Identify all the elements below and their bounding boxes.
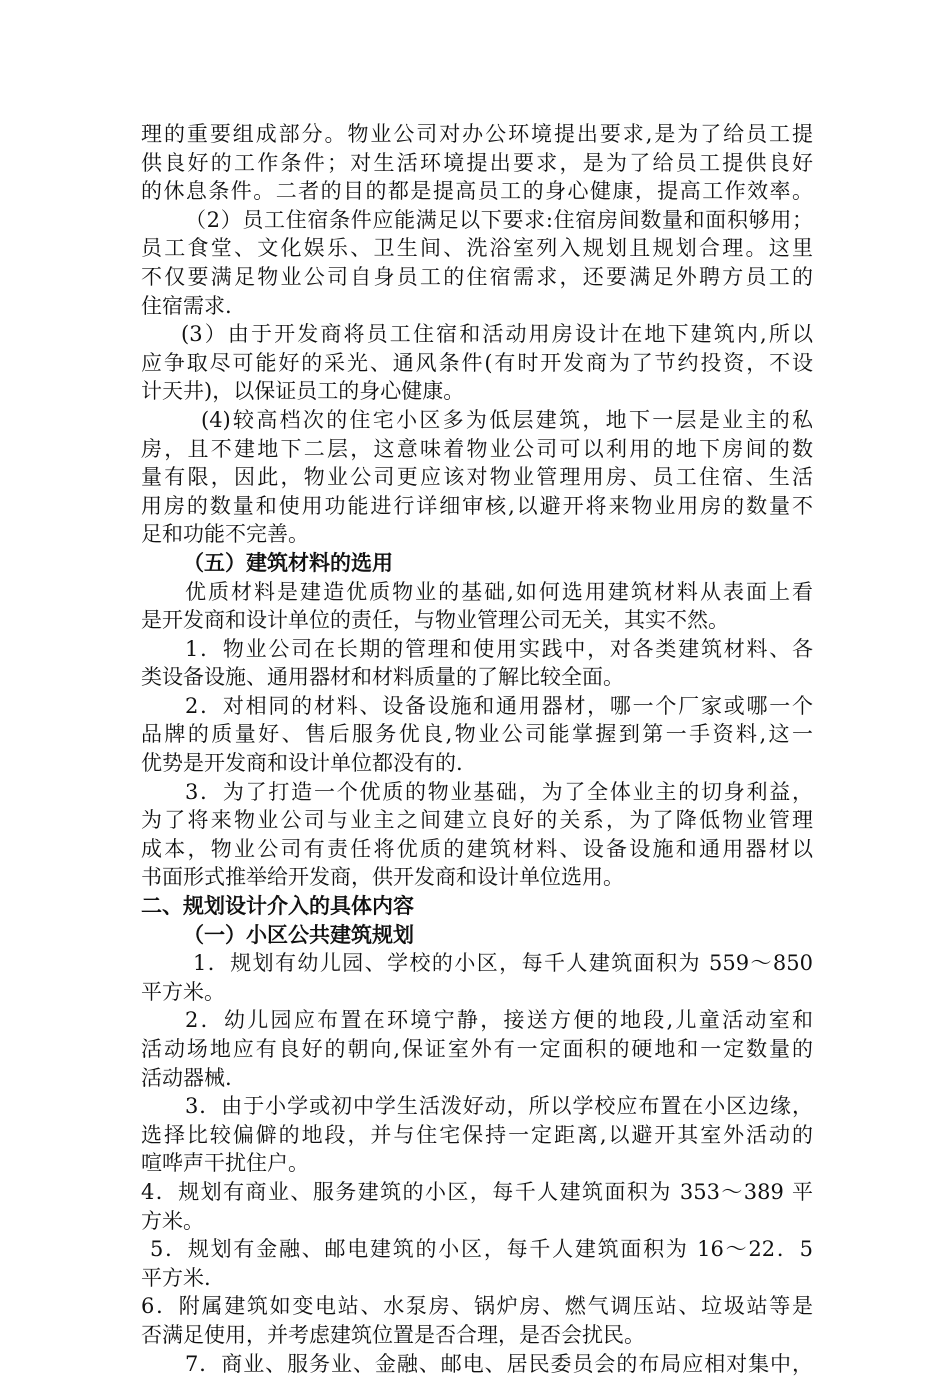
text-line: 员工食堂、文化娱乐、卫生间、洗浴室列入规划且规划合理。这里 [141, 236, 813, 261]
text-line: 活动器械. [141, 1065, 232, 1090]
text-line: 选择比较偏僻的地段，并与住宅保持一定距离,以避开其室外活动的 [141, 1122, 813, 1147]
text-line: 2．对相同的材料、设备设施和通用器材，哪一个厂家或哪一个 [185, 693, 813, 718]
text-line: 量有限，因此，物业公司更应该对物业管理用房、员工住宿、生活 [141, 465, 813, 490]
text-line: 方米。 [141, 1208, 204, 1233]
text-line: 供良好的工作条件；对生活环境提出要求，是为了给员工提供良好 [141, 150, 813, 175]
text-line: 理的重要组成部分。物业公司对办公环境提出要求,是为了给员工提 [141, 122, 813, 146]
text-line: 书面形式推举给开发商，供开发商和设计单位选用。 [141, 865, 624, 890]
text-line: 应争取尽可能好的采光、通风条件(有时开发商为了节约投资，不设 [141, 350, 813, 375]
text-line: 5．规划有金融、邮电建筑的小区，每千人建筑面积为 16～22．5 [150, 1237, 813, 1262]
text-line: 3．由于小学或初中学生活泼好动，所以学校应布置在小区边缘， [185, 1094, 813, 1119]
text-line: 喧哗声干扰住户。 [141, 1151, 309, 1176]
text-line: 是开发商和设计单位的责任，与物业管理公司无关，其实不然。 [141, 608, 729, 633]
text-line: (3）由于开发商将员工住宿和活动用房设计在地下建筑内,所以 [181, 322, 813, 347]
text-line: 品牌的质量好、售后服务优良,物业公司能掌握到第一手资料,这一 [141, 722, 813, 747]
text-line: 7．商业、服务业、金融、邮电、居民委员会的布局应相对集中， [185, 1351, 813, 1376]
section-heading: （一）小区公共建筑规划 [183, 921, 414, 947]
text-line: 不仅要满足物业公司自身员工的住宿需求，还要满足外聘方员工的 [141, 264, 813, 289]
text-line: 2．幼儿园应布置在环境宁静，接送方便的地段,儿童活动室和 [185, 1008, 813, 1033]
text-line: (4)较高档次的住宅小区多为低层建筑，地下一层是业主的私 [201, 407, 813, 432]
text-line: 6．附属建筑如变电站、水泵房、锅炉房、燃气调压站、垃圾站等是 [141, 1294, 813, 1319]
chapter-heading: 二、规划设计介入的具体内容 [141, 893, 414, 919]
text-line: 3．为了打造一个优质的物业基础，为了全体业主的切身利益， [185, 779, 813, 804]
text-line: 优势是开发商和设计单位都没有的. [141, 751, 463, 776]
text-line: 住宿需求. [141, 293, 232, 318]
text-line: 类设备设施、通用器材和材料质量的了解比较全面。 [141, 665, 624, 690]
text-line: 否满足使用，并考虑建筑位置是否合理，是否会扰民。 [141, 1322, 645, 1347]
document-page [141, 120, 813, 1378]
text-line: 房，且不建地下二层，这意味着物业公司可以利用的地下房间的数 [141, 436, 813, 461]
text-line: 用房的数量和使用功能进行详细审核,以避开将来物业用房的数量不 [141, 493, 813, 518]
text-line: 优质材料是建造优质物业的基础,如何选用建筑材料从表面上看 [185, 579, 813, 604]
text-line: 1．物业公司在长期的管理和使用实践中，对各类建筑材料、各 [185, 636, 813, 661]
text-line: 1．规划有幼儿园、学校的小区，每千人建筑面积为 559～850 [193, 951, 813, 976]
text-line: 为了将来物业公司与业主之间建立良好的关系，为了降低物业管理 [141, 808, 813, 833]
text-line: 平方米. [141, 1265, 211, 1290]
text-line: 足和功能不完善。 [141, 522, 309, 547]
text-line: 成本，物业公司有责任将优质的建筑材料、设备设施和通用器材以 [141, 836, 813, 861]
text-line: （2）员工住宿条件应能满足以下要求:住宿房间数量和面积够用； [185, 207, 813, 232]
text-line: 活动场地应有良好的朝向,保证室外有一定面积的硬地和一定数量的 [141, 1037, 813, 1061]
section-heading: （五）建筑材料的选用 [183, 549, 393, 575]
text-line: 4．规划有商业、服务建筑的小区，每千人建筑面积为 353～389 平 [141, 1179, 813, 1204]
text-line: 的休息条件。二者的目的都是提高员工的身心健康，提高工作效率。 [141, 179, 813, 204]
text-line: 计天井)，以保证员工的身心健康。 [141, 379, 465, 404]
text-line: 平方米。 [141, 979, 225, 1004]
